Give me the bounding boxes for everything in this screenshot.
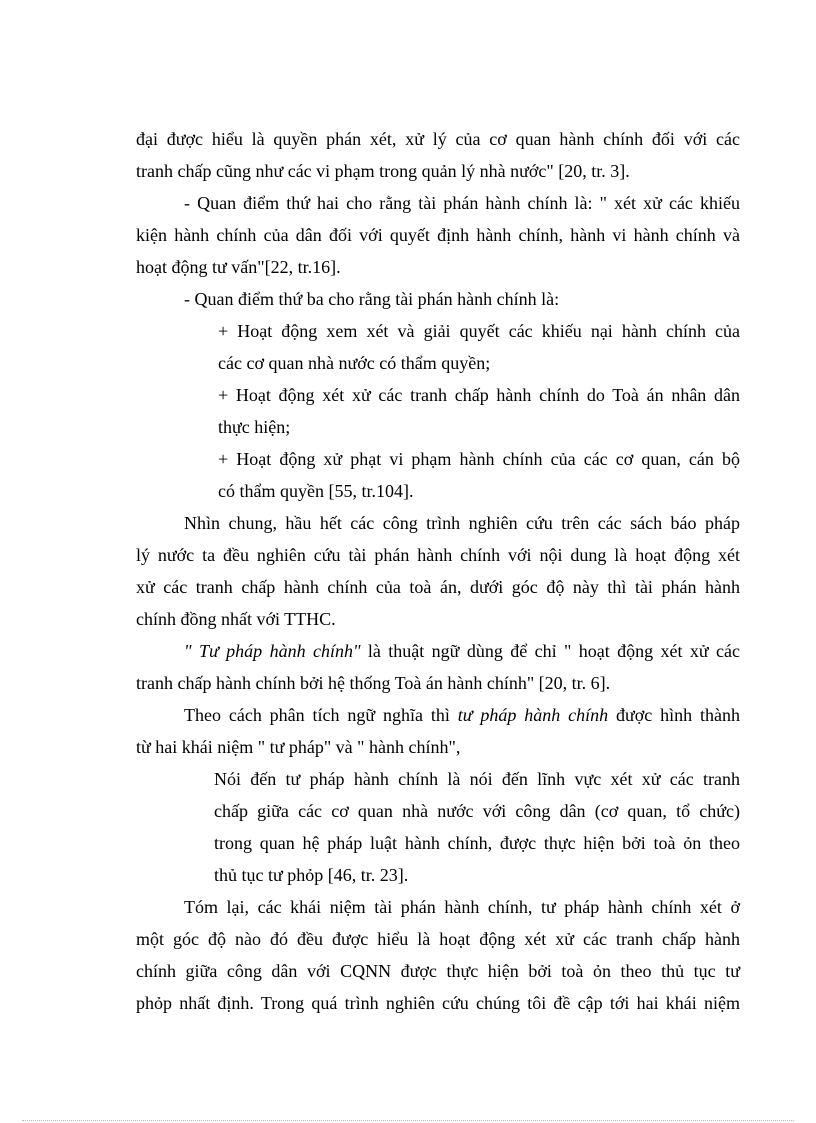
text-segment: kiện hành chính của dân đối với quyết định hành chính, hành vi hành chính và	[136, 225, 740, 245]
text-line	[136, 960, 740, 982]
italic-text: " Tư pháp hành chính"	[184, 641, 361, 661]
text-line	[136, 256, 740, 278]
text-segment: chính giữa công dân với CQNN được thực hiện bởi toà ỏn theo thủ tục tư	[136, 961, 740, 981]
text-line	[136, 992, 740, 1014]
text-segment: phỏp nhất định. Trong quá trình nghiên cứu chúng tôi đề cập tới hai khái niệm	[136, 993, 740, 1013]
text-segment: là thuật ngữ dùng để chỉ " hoạt động xét xử các	[360, 641, 740, 661]
text-segment: chính đồng nhất với TTHC.	[136, 609, 336, 629]
italic-text: tư pháp hành chính	[457, 705, 609, 725]
text-line	[136, 160, 740, 182]
text-segment: - Quan điểm thứ ba cho rằng tài phán hành chính là:	[184, 289, 560, 309]
text-line	[218, 320, 740, 342]
text-line	[184, 512, 740, 534]
text-segment: tranh chấp cũng như các vi phạm trong quản lý nhà nước" [20, tr. 3].	[136, 161, 630, 181]
text-segment: thực hiện;	[218, 417, 291, 437]
text-segment: Nói đến tư pháp hành chính là nói đến lĩnh vực xét xử các tranh	[214, 769, 740, 789]
text-line	[136, 224, 740, 246]
text-line	[218, 480, 740, 502]
text-line	[218, 416, 740, 438]
text-line	[214, 800, 740, 822]
text-line	[214, 768, 740, 790]
text-segment: Nhìn chung, hầu hết các công trình nghiên cứu trên các sách báo pháp	[184, 513, 740, 533]
text-segment: thủ tục tư phỏp [46, tr. 23].	[214, 865, 409, 885]
text-line	[136, 128, 740, 150]
text-line	[136, 544, 740, 566]
text-segment: lý nước ta đều nghiên cứu tài phán hành chính với nội dung là hoạt động xét	[136, 545, 740, 565]
text-line	[184, 896, 740, 918]
text-line	[136, 576, 740, 598]
text-segment: + Hoạt động xem xét và giải quyết các khiếu nại hành chính của	[218, 321, 740, 341]
text-line	[184, 704, 740, 726]
text-line	[136, 608, 740, 630]
text-segment: xử các tranh chấp hành chính của toà án, dưới góc độ này thì tài phán hành	[136, 577, 740, 597]
text-line	[136, 928, 740, 950]
text-segment: Tóm lại, các khái niệm tài phán hành chính, tư pháp hành chính xét ở	[184, 897, 740, 917]
text-line	[218, 384, 740, 406]
text-segment: các cơ quan nhà nước có thẩm quyền;	[218, 353, 491, 373]
text-segment: được hình thành	[608, 705, 740, 725]
text-segment: chấp giữa các cơ quan nhà nước với công dân (cơ quan, tổ chức)	[214, 801, 740, 821]
text-segment: đại được hiểu là quyền phán xét, xử lý của cơ quan hành chính đối với các	[136, 129, 740, 149]
text-line	[214, 832, 740, 854]
text-line	[184, 192, 740, 214]
text-line	[218, 352, 740, 374]
text-segment: Theo cách phân tích ngữ nghĩa thì	[184, 705, 458, 725]
text-line	[136, 736, 740, 758]
text-segment: một góc độ nào đó đều được hiểu là hoạt động xét xử các tranh chấp hành	[136, 929, 740, 949]
text-line	[184, 288, 740, 310]
text-segment: hoạt động tư vấn"[22, tr.16].	[136, 257, 341, 277]
text-line	[136, 672, 740, 694]
text-line	[184, 640, 740, 662]
text-segment: có thẩm quyền [55, tr.104].	[218, 481, 414, 501]
text-segment: + Hoạt động xử phạt vi phạm hành chính của các cơ quan, cán bộ	[218, 449, 740, 469]
text-line	[218, 448, 740, 470]
text-segment: - Quan điểm thứ hai cho rằng tài phán hành chính là: " xét xử các khiếu	[184, 193, 740, 213]
text-segment: từ hai khái niệm " tư pháp" và " hành chính",	[136, 737, 461, 757]
text-segment: trong quan hệ pháp luật hành chính, được thực hiện bởi toà ỏn theo	[214, 833, 740, 853]
text-segment: tranh chấp hành chính bởi hệ thống Toà án hành chính" [20, tr. 6].	[136, 673, 611, 693]
text-segment: + Hoạt động xét xử các tranh chấp hành chính do Toà án nhân dân	[218, 385, 740, 405]
page-bottom-dotted-rule	[22, 1120, 794, 1121]
text-line	[214, 864, 740, 886]
